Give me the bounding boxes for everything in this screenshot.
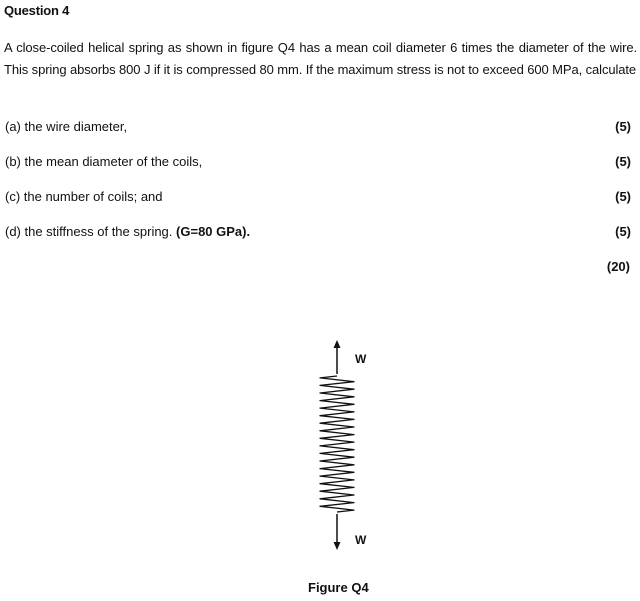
shear-modulus-note: (G=80 GPa). — [176, 224, 251, 239]
part-a — [5, 119, 631, 139]
spring-coils — [320, 376, 354, 512]
part-c — [5, 189, 631, 209]
bottom-load-label: W — [355, 533, 367, 547]
part-c-text: (c) the number of coils; and — [5, 189, 163, 204]
bottom-load-arrow-head — [334, 542, 341, 550]
total-marks: (20) — [606, 259, 630, 274]
part-b-marks: (5) — [615, 154, 631, 169]
top-load-label: W — [355, 352, 367, 366]
question-heading: Question 4 — [4, 3, 70, 18]
part-b-text: (b) the mean diameter of the coils, — [5, 154, 203, 169]
spring-coil-path — [320, 376, 354, 512]
question-intro-text: A close-coiled helical spring as shown in figure Q4 has a mean coil diameter 6 times the diameter of the wire. This spring absorbs 800 J if it is compressed 80 mm. If the maximum stress is not to exceed 600 MPa, calculate — [4, 40, 637, 77]
part-a-text: (a) the wire diameter, — [5, 119, 128, 134]
part-d-marks: (5) — [615, 224, 631, 239]
part-a-marks: (5) — [615, 119, 631, 134]
part-d-line — [5, 224, 250, 239]
spring-figure — [300, 340, 380, 560]
part-d-text: (d) the stiffness of the spring. — [5, 224, 173, 239]
spring-diagram — [300, 340, 380, 560]
part-d — [5, 224, 631, 244]
part-b — [5, 154, 631, 174]
part-c-marks: (5) — [615, 189, 631, 204]
figure-caption: Figure Q4 — [308, 580, 369, 595]
top-load-arrow-head — [334, 340, 341, 348]
